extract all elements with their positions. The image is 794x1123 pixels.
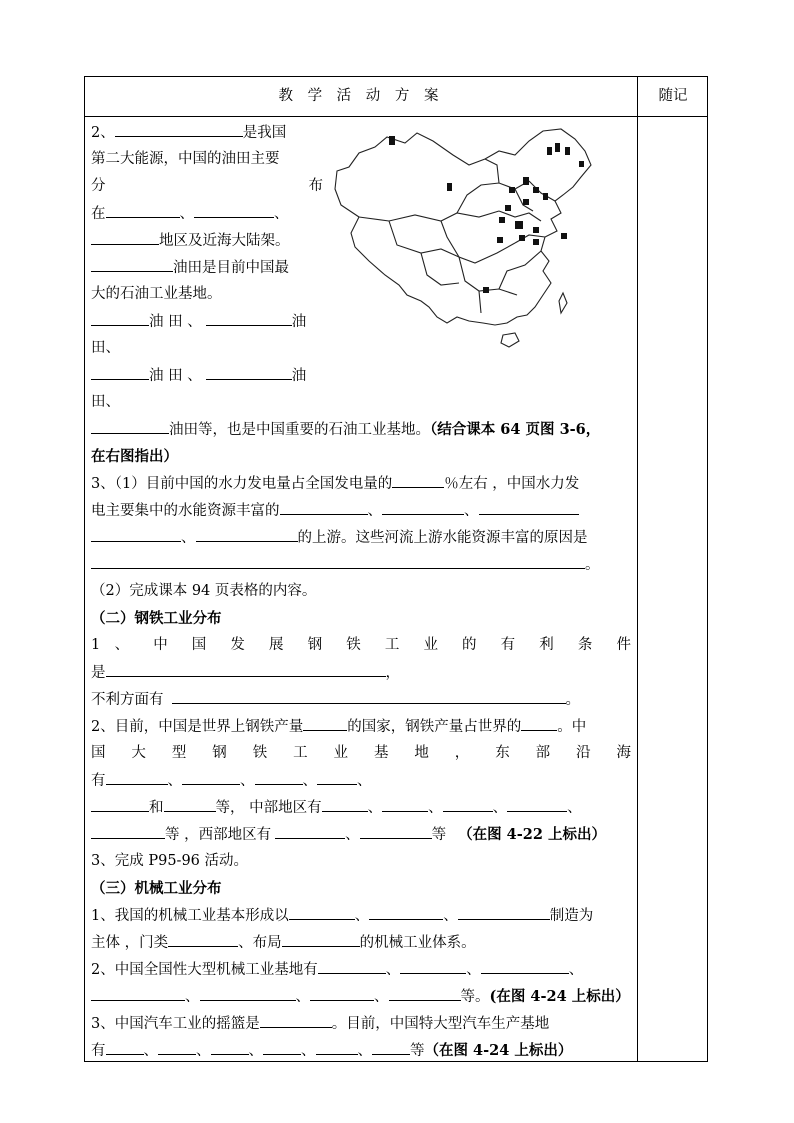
oil-l10-a: 油 田 、 <box>149 368 202 384</box>
sep: 、 <box>240 773 255 789</box>
hydro-l3-b: 的上游。这些河流上游水能资源丰富的原因是 <box>297 530 588 546</box>
hydro-l2-s1: 、 <box>367 503 382 519</box>
steel-l8-a: 等 ，西部地区有 <box>165 827 272 843</box>
blank-west-base-1[interactable] <box>275 821 345 839</box>
oil-l5: 地区及近海大陆架。 <box>159 233 290 249</box>
steel-l3-end: 。 <box>565 692 580 708</box>
oil-l1-post: 是我国 <box>242 125 287 141</box>
steel-l3-a: 不利方面有 <box>91 692 164 708</box>
blank-machine-types[interactable] <box>168 929 238 947</box>
machine-l5-a: 3、中国汽车工业的摇篮是 <box>91 1016 260 1032</box>
sep: 、 <box>185 989 200 1005</box>
blank-machine-base-5[interactable] <box>200 983 296 1001</box>
blank-steel-disadvantages[interactable] <box>172 686 566 704</box>
hydro-l5: （2）完成课本 94 页表格的内容。 <box>91 583 317 599</box>
blank-steel-rank[interactable] <box>303 713 347 731</box>
blank-mid-base-4[interactable] <box>507 794 567 812</box>
oil-l3-b: 布 <box>308 178 323 194</box>
sep: 、 <box>367 800 383 816</box>
sep: 、 <box>428 800 443 816</box>
blank-oilfield-a[interactable] <box>91 308 149 326</box>
sep: 、 <box>567 800 582 816</box>
machine-l6-end: 等 <box>410 1043 425 1059</box>
blank-oil-energy[interactable] <box>115 119 243 137</box>
blank-machine-base-3[interactable] <box>481 956 569 974</box>
blank-steel-advantages[interactable] <box>106 659 386 677</box>
blank-auto-base-5[interactable] <box>316 1037 358 1055</box>
table-header-title: 教 学 活 动 方 案 <box>278 88 444 104</box>
blank-auto-base-4[interactable] <box>263 1037 301 1055</box>
oil-l4-sep2: 、 <box>274 206 289 222</box>
blank-river-3[interactable] <box>479 497 579 515</box>
sep: 、 <box>357 1043 372 1059</box>
blank-hydro-reason[interactable] <box>91 551 585 569</box>
header-divider <box>85 116 707 117</box>
hydro-l2-s2: 、 <box>464 503 479 519</box>
sep: 、 <box>295 989 310 1005</box>
oil-l3-a: 分 <box>91 178 106 194</box>
steel-l1: 1 、 中 国 发 展 钢 铁 工 业 的 有 利 条 件 <box>91 637 631 653</box>
steel-l2-b: ， <box>385 665 400 681</box>
machine-l2-a: 主体 ，门类 <box>91 935 169 951</box>
blank-east-base-2[interactable] <box>182 767 240 785</box>
sep: 、 <box>385 962 401 978</box>
oil-l12-note: （结合课本 64 页图 3-6， <box>430 421 601 438</box>
sep: 、 <box>466 962 481 978</box>
machine-l1-a: 1、我国的机械工业基本形成以 <box>91 908 289 924</box>
steel-l7-he: 和 <box>149 800 164 816</box>
blank-mid-base-3[interactable] <box>443 794 493 812</box>
blank-steel-share[interactable] <box>521 713 557 731</box>
blank-machine-2[interactable] <box>369 902 443 920</box>
machine-l1-end: 制造为 <box>549 908 594 924</box>
blank-mid-base-2[interactable] <box>382 794 428 812</box>
steel-l4-a: 2、目前，中国是世界上钢铁产量 <box>91 719 304 735</box>
blank-river-1[interactable] <box>280 497 368 515</box>
blank-auto-base-6[interactable] <box>372 1037 410 1055</box>
steel-heading: （二）钢铁工业分布 <box>91 610 222 627</box>
blank-oil-region-3[interactable] <box>91 227 159 245</box>
blank-machine-3[interactable] <box>458 902 550 920</box>
machine-l2-c: 的机械工业体系。 <box>359 935 476 951</box>
blank-oil-region-2[interactable] <box>194 200 274 218</box>
blank-machine-base-7[interactable] <box>389 983 461 1001</box>
blank-river-4[interactable] <box>91 524 181 542</box>
hydro-l1-a: 3、（1）目前中国的水力发电量占全国发电量的 <box>91 476 393 492</box>
sep: 、 <box>374 989 389 1005</box>
sep: 、 <box>354 908 370 924</box>
blank-machine-1[interactable] <box>289 902 355 920</box>
blank-machine-base-4[interactable] <box>91 983 185 1001</box>
hydro-line-1 <box>91 470 631 497</box>
sep: 、 <box>492 800 508 816</box>
blank-east-base-3[interactable] <box>255 767 303 785</box>
steel-l7-deng: 等， <box>215 800 245 816</box>
steel-l8-note: （在图 4-22 上标出） <box>458 826 606 843</box>
blank-oilfield-b[interactable] <box>206 308 292 326</box>
blank-mid-base-1[interactable] <box>322 794 368 812</box>
blank-machine-base-2[interactable] <box>400 956 466 974</box>
oil-l7: 大的石油工业基地。 <box>91 286 222 302</box>
oil-l9: 田、 <box>91 340 120 356</box>
oil-l10-b: 油 <box>291 368 307 384</box>
machine-l2-b: 、布局 <box>238 935 282 951</box>
oil-l2: 第二大能源，中国的油田主要 <box>91 151 280 167</box>
blank-east-base-5[interactable] <box>91 794 149 812</box>
blank-auto-base-1[interactable] <box>106 1037 144 1055</box>
sep: 、 <box>357 773 372 789</box>
blank-auto-cradle[interactable] <box>260 1010 332 1028</box>
column-divider <box>637 77 638 1061</box>
machine-heading: （三）机械工业分布 <box>91 880 222 897</box>
blank-mid-base-5[interactable] <box>91 821 165 839</box>
blank-oil-region-1[interactable] <box>106 200 180 218</box>
blank-west-base-2[interactable] <box>360 821 432 839</box>
steel-l6-a: 有 <box>91 773 106 789</box>
oil-l4-sep1: 、 <box>179 206 194 222</box>
blank-machine-layout[interactable] <box>282 929 360 947</box>
oil-l1-pre: 2、 <box>91 125 115 141</box>
blank-east-base-6[interactable] <box>164 794 216 812</box>
blank-auto-base-3[interactable] <box>211 1037 249 1055</box>
blank-largest-oilfield[interactable] <box>91 254 173 272</box>
machine-l6-note: （在图 4-24 上标出） <box>424 1042 573 1059</box>
sep: 、 <box>301 1043 316 1059</box>
steel-l4-c: 。中 <box>557 719 587 735</box>
sep: 、 <box>167 773 182 789</box>
machine-l6-a: 有 <box>91 1043 106 1059</box>
machine-l4-note: (在图 4-24 上标出） <box>489 988 630 1005</box>
steel-l9: 3、完成 P95-96 活动。 <box>91 853 249 869</box>
blank-oilfield-c[interactable] <box>91 362 149 380</box>
steel-l2-a: 是 <box>91 665 106 681</box>
sep: 、 <box>568 962 584 978</box>
steel-l4-b: 的国家，钢铁产量占世界的 <box>347 719 522 735</box>
sep: 、 <box>302 773 317 789</box>
blank-oilfield-d[interactable] <box>206 362 292 380</box>
hydro-l2-a: 电主要集中的水能资源丰富的 <box>91 503 280 519</box>
oil-section <box>91 119 631 1064</box>
oil-l8-a: 油 田 、 <box>149 314 202 330</box>
machine-l4-end: 等。 <box>460 989 490 1005</box>
sep: 、 <box>345 827 360 843</box>
blank-east-base-4[interactable] <box>317 767 357 785</box>
machine-l5-b: 。目前，中国特大型汽车生产基地 <box>331 1016 550 1032</box>
machine-l3-a: 2、中国全国性大型机械工业基地有 <box>91 962 318 978</box>
blank-river-2[interactable] <box>382 497 464 515</box>
oil-l6: 油田是目前中国最 <box>173 260 289 276</box>
blank-machine-base-1[interactable] <box>318 956 386 974</box>
table-header-notes: 随记 <box>658 88 688 104</box>
blank-auto-base-2[interactable] <box>158 1037 196 1055</box>
blank-machine-base-6[interactable] <box>310 983 374 1001</box>
blank-oilfield-e[interactable] <box>91 416 169 434</box>
steel-l5: 国 大 型 钢 铁 工 业 基 地 ， 东 部 沿 海 <box>91 745 631 761</box>
sep: 、 <box>443 908 458 924</box>
oil-l8-b: 油 <box>291 314 307 330</box>
blank-river-5[interactable] <box>196 524 298 542</box>
oil-l11: 田、 <box>91 394 120 410</box>
hydro-l4-end: 。 <box>585 557 600 573</box>
steel-l8-deng: 等 <box>431 827 447 843</box>
oil-l13-note: 在右图指出） <box>91 448 178 465</box>
sep: 、 <box>196 1043 211 1059</box>
steel-l7-mid: 中部地区有 <box>244 800 322 816</box>
sep: 、 <box>248 1043 263 1059</box>
blank-east-base-1[interactable] <box>106 767 168 785</box>
sep: 、 <box>143 1043 158 1059</box>
hydro-l3-s1: 、 <box>181 530 196 546</box>
oil-l12: 油田等，也是中国重要的石油工业基地。 <box>169 422 430 438</box>
hydro-l1-b: ％左右 ，中国水力发 <box>444 476 580 492</box>
blank-hydro-percent[interactable] <box>392 470 444 488</box>
oil-l4-a: 在 <box>91 206 106 222</box>
lesson-plan-table <box>84 76 708 1062</box>
